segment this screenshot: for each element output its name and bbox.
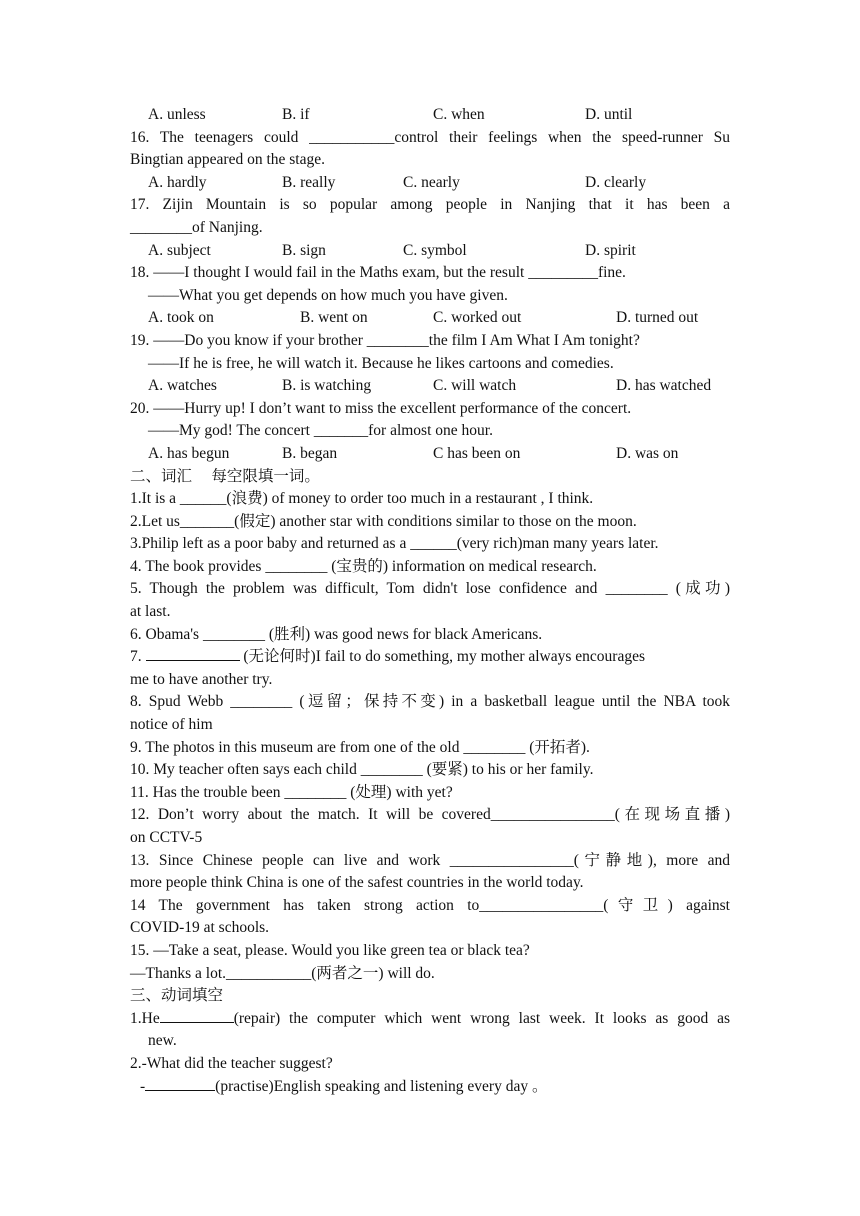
vocab-item-12-line1: 12. Don’t worry about the match. It will be covered________________(在现场直播) [130, 806, 730, 824]
verb-item-2-blank [145, 1076, 215, 1091]
vocab-item-13-line2: more people think China is one of the safest countries in the world today. [130, 874, 584, 892]
verb-item-1-line1 [130, 1008, 730, 1031]
vocab-item-11: 11. Has the trouble been ________ (处理) with yet? [130, 783, 453, 801]
vocab-item-12-line2: on CCTV-5 [130, 829, 203, 846]
verb-item-2-dash: - [140, 1077, 146, 1095]
q16-stem-line2: Bingtian appeared on the stage. [130, 151, 325, 169]
q19-stem-line1: 19. ——Do you know if your brother ________the film I Am What I Am tonight? [130, 331, 640, 349]
q20-option-b: B. began [282, 444, 338, 462]
vocab-item-15-line2: —Thanks a lot.___________(两者之一) will do. [130, 964, 435, 982]
section3-heading: 三、动词填空 [130, 987, 224, 1005]
q17-stem-line2: ________of Nanjing. [130, 218, 263, 236]
q17-stem-line1: 17. Zijin Mountain is so popular among people in Nanjing that it has been a [130, 196, 730, 214]
q17-option-d: D. spirit [585, 241, 636, 259]
verb-item-1-blank [160, 1008, 234, 1023]
q18-stem-line2: ——What you get depends on how much you have given. [148, 286, 508, 304]
vocab-item-4: 4. The book provides ________ (宝贵的) information on medical research. [130, 557, 597, 575]
q19-option-d: D. has watched [616, 377, 712, 395]
q20-option-d: D. was on [616, 444, 679, 462]
q17-option-c: C. symbol [403, 241, 467, 259]
verb-item-1-text: (repair) the computer which went wrong last week. It looks as good as [233, 1009, 730, 1027]
vocab-item-10: 10. My teacher often says each child ________ (要紧) to his or her family. [130, 761, 594, 779]
vocab-item-7-number: 7. [130, 648, 146, 666]
section2-heading: 二、词汇 每空限填一词。 [130, 467, 320, 485]
q17-option-b: B. sign [282, 241, 326, 259]
q20-option-a: A. has begun [148, 444, 230, 462]
q16-option-b: B. really [282, 173, 336, 191]
worksheet-content [130, 104, 730, 1098]
q19-option-b: B. is watching [282, 377, 372, 395]
vocab-item-6: 6. Obama's ________ (胜利) was good news for black Americans. [130, 625, 543, 643]
vocab-item-7-line2: me to have another try. [130, 670, 273, 688]
verb-item-2-line2 [130, 1076, 730, 1099]
verb-item-2-line1: 2.-What did the teacher suggest? [130, 1054, 333, 1072]
q18-option-c: C. worked out [433, 309, 522, 327]
q17-options [130, 240, 730, 263]
q19-option-a: A. watches [148, 377, 217, 395]
q18-option-a: A. took on [148, 309, 214, 327]
q15-options [130, 104, 730, 127]
vocab-item-3: 3.Philip left as a poor baby and returned as a ______(very rich)man many years later. [130, 535, 659, 553]
q20-stem-line1: 20. ——Hurry up! I don’t want to miss the excellent performance of the concert. [130, 399, 632, 417]
vocab-item-14-line1: 14 The government has taken strong action to________________(守卫) against [130, 896, 730, 914]
vocab-item-5-line2: at last. [130, 603, 171, 621]
q16-option-c: C. nearly [403, 173, 460, 191]
q15-option-a: A. unless [148, 106, 206, 123]
vocab-item-1: 1.It is a ______(浪费) of money to order too much in a restaurant , I think. [130, 490, 594, 508]
vocab-item-5-line1: 5. Though the problem was difficult, Tom didn't lose confidence and ________ (成功) [130, 580, 730, 598]
q16-option-d: D. clearly [585, 173, 647, 191]
vocab-item-7-blank [146, 646, 240, 661]
q20-stem-line2: ——My god! The concert _______for almost one hour. [148, 422, 493, 440]
vocab-item-8-line2: notice of him [130, 716, 213, 734]
q20-option-c: C has been on [433, 444, 521, 462]
q19-option-c: C. will watch [433, 377, 517, 395]
q16-options [130, 172, 730, 195]
q17-option-a: A. subject [148, 241, 211, 259]
vocab-item-2: 2.Let us_______(假定) another star with conditions similar to those on the moon. [130, 512, 637, 530]
vocab-item-15-line1: 15. —Take a seat, please. Would you like green tea or black tea? [130, 941, 530, 959]
vocab-item-9: 9. The photos in this museum are from one of the old ________ (开拓者). [130, 738, 590, 756]
q19-stem-line2: ——If he is free, he will watch it. Because he likes cartoons and comedies. [148, 354, 614, 372]
vocab-item-14-line2: COVID-19 at schools. [130, 919, 270, 937]
verb-item-1-number: 1.He [130, 1009, 160, 1027]
vocab-item-8-line1: 8. Spud Webb ________ (逗留；保持不变) in a basketball league until the NBA took [130, 693, 730, 711]
q18-option-b: B. went on [300, 309, 368, 327]
q19-options [130, 375, 730, 398]
q16-stem-line1: 16. The teenagers could ___________control their feelings when the speed-runner Su [130, 128, 730, 146]
q20-options [130, 443, 730, 466]
verb-item-1-line2: new. [148, 1032, 177, 1050]
q15-option-d: D. until [585, 106, 633, 123]
vocab-item-7-line1 [130, 646, 730, 669]
q18-options [130, 307, 730, 330]
vocab-item-7-text: (无论何时)I fail to do something, my mother always encourages [243, 648, 645, 666]
q18-option-d: D. turned out [616, 309, 699, 327]
verb-item-2-text: (practise)English speaking and listening every day 。 [215, 1077, 548, 1095]
q16-option-a: A. hardly [148, 173, 207, 191]
q18-stem-line1: 18. ——I thought I would fail in the Maths exam, but the result _________fine. [130, 264, 626, 282]
q15-option-c: C. when [433, 106, 485, 123]
q15-option-b: B. if [282, 106, 310, 123]
vocab-item-13-line1: 13. Since Chinese people can live and work ________________(宁静地), more and [130, 851, 730, 869]
